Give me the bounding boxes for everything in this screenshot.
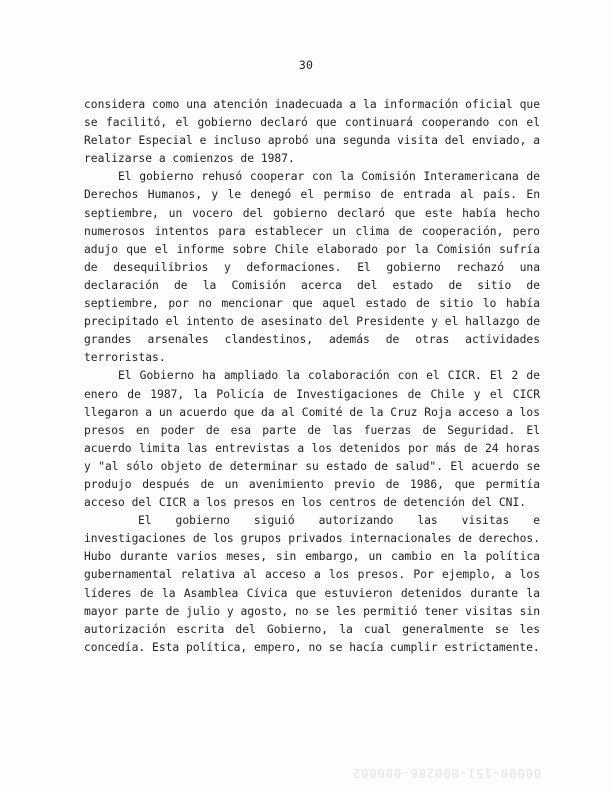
paragraph-4: El gobierno siguió autorizando las visitas e investigaciones de los grupos privados internacionales de derechos. Hubo durante varios meses, sin embargo, un cambio en la política gubernamental relativa al acceso a los presos. Por ejemplo, a los líderes de la Asamblea Cívica que estuvieron detenidos durante la mayor parte de julio y agosto, no se les permitió tener visitas sin autorización escrita del Gobierno, la cual generalmente se les concedía. Esta política, empero, no se hacía cumplir estrictamente.: [84, 514, 540, 654]
body-text: [84, 96, 540, 657]
paragraph-2: El gobierno rehusó cooperar con la Comisión Interamericana de Derechos Humanos, y le denegó el permiso de entrada al país. En septiembre, un vocero del gobierno declaró que este había hecho numerosos intentos para establecer un clima de cooperación, pero adujo que el informe sobre Chile elaborado por la Comisión sufría de desequilibrios y deformaciones. El gobierno rechazó una declaración de la Comisión acerca del estado de sitio de septiembre, por no mencionar que aquel estado de sitio lo había precipitado el intento de asesinato del Presidente y el hallazgo de grandes arsenales clandestinos, además de otras actividades terroristas.: [84, 170, 540, 365]
archive-stamp: 00000-151-000286-000002: [352, 766, 542, 780]
paragraph-3: El Gobierno ha ampliado la colaboración con el CICR. El 2 de enero de 1987, la Policía de Investigaciones de Chile y el CICR llegaron a un acuerdo que da al Comité de la Cruz Roja acceso a los presos en poder de esa parte de las fuerzas de Seguridad. El acuerdo limita las entrevistas a los detenidos por más de 24 horas y "al sólo objeto de determinar su estado de salud". El acuerdo se produjo después de un avenimiento previo de 1986, que permitía acceso del CICR a los presos en los centros de detención del CNI.: [84, 369, 540, 510]
paragraph-1: considera como una atención inadecuada a la información oficial que se facilitó, el gobierno declaró que continuará cooperando con el Relator Especial e incluso aprobó una segunda visita del enviado, a realizarse a comienzos de 1987.: [84, 98, 540, 166]
page-number: 30: [298, 58, 314, 72]
